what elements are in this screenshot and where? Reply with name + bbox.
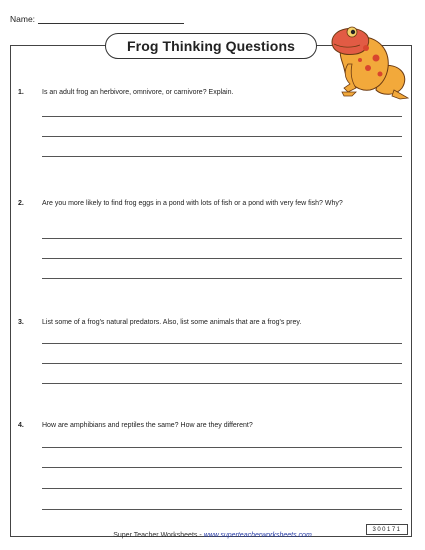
footer-brand: Super Teacher Worksheets - <box>113 532 204 539</box>
question-number: 3. <box>18 319 24 326</box>
name-input-line[interactable] <box>38 15 184 24</box>
question-text: Are you more likely to find frog eggs in a pond with lots of fish or a pond with very few fish? Why? <box>42 200 343 207</box>
question-text: Is an adult frog an herbivore, omnivore, or carnivore? Explain. <box>42 89 234 96</box>
question-number: 1. <box>18 89 24 96</box>
answer-line[interactable] <box>42 343 402 344</box>
footer-link[interactable]: www.superteacherworksheets.com <box>203 532 312 539</box>
answer-line[interactable] <box>42 156 402 157</box>
worksheet-title <box>105 33 317 59</box>
answer-line[interactable] <box>42 258 402 259</box>
footer <box>0 532 425 539</box>
name-label: Name: <box>10 14 36 24</box>
question-number: 2. <box>18 200 24 207</box>
question-number: 4. <box>18 422 24 429</box>
answer-line[interactable] <box>42 488 402 489</box>
answer-line[interactable] <box>42 383 402 384</box>
answer-line[interactable] <box>42 509 402 510</box>
answer-line[interactable] <box>42 278 402 279</box>
question-text: How are amphibians and reptiles the same? How are they different? <box>42 422 253 429</box>
answer-line[interactable] <box>42 116 402 117</box>
worksheet-border <box>10 45 412 537</box>
answer-line[interactable] <box>42 136 402 137</box>
question-text: List some of a frog's natural predators. Also, list some animals that are a frog's prey. <box>42 319 302 326</box>
answer-line[interactable] <box>42 447 402 448</box>
title-text: Frog Thinking Questions <box>127 38 295 54</box>
name-field <box>10 14 184 24</box>
answer-line[interactable] <box>42 238 402 239</box>
answer-line[interactable] <box>42 363 402 364</box>
worksheet-code: 300171 <box>366 524 408 535</box>
answer-line[interactable] <box>42 467 402 468</box>
